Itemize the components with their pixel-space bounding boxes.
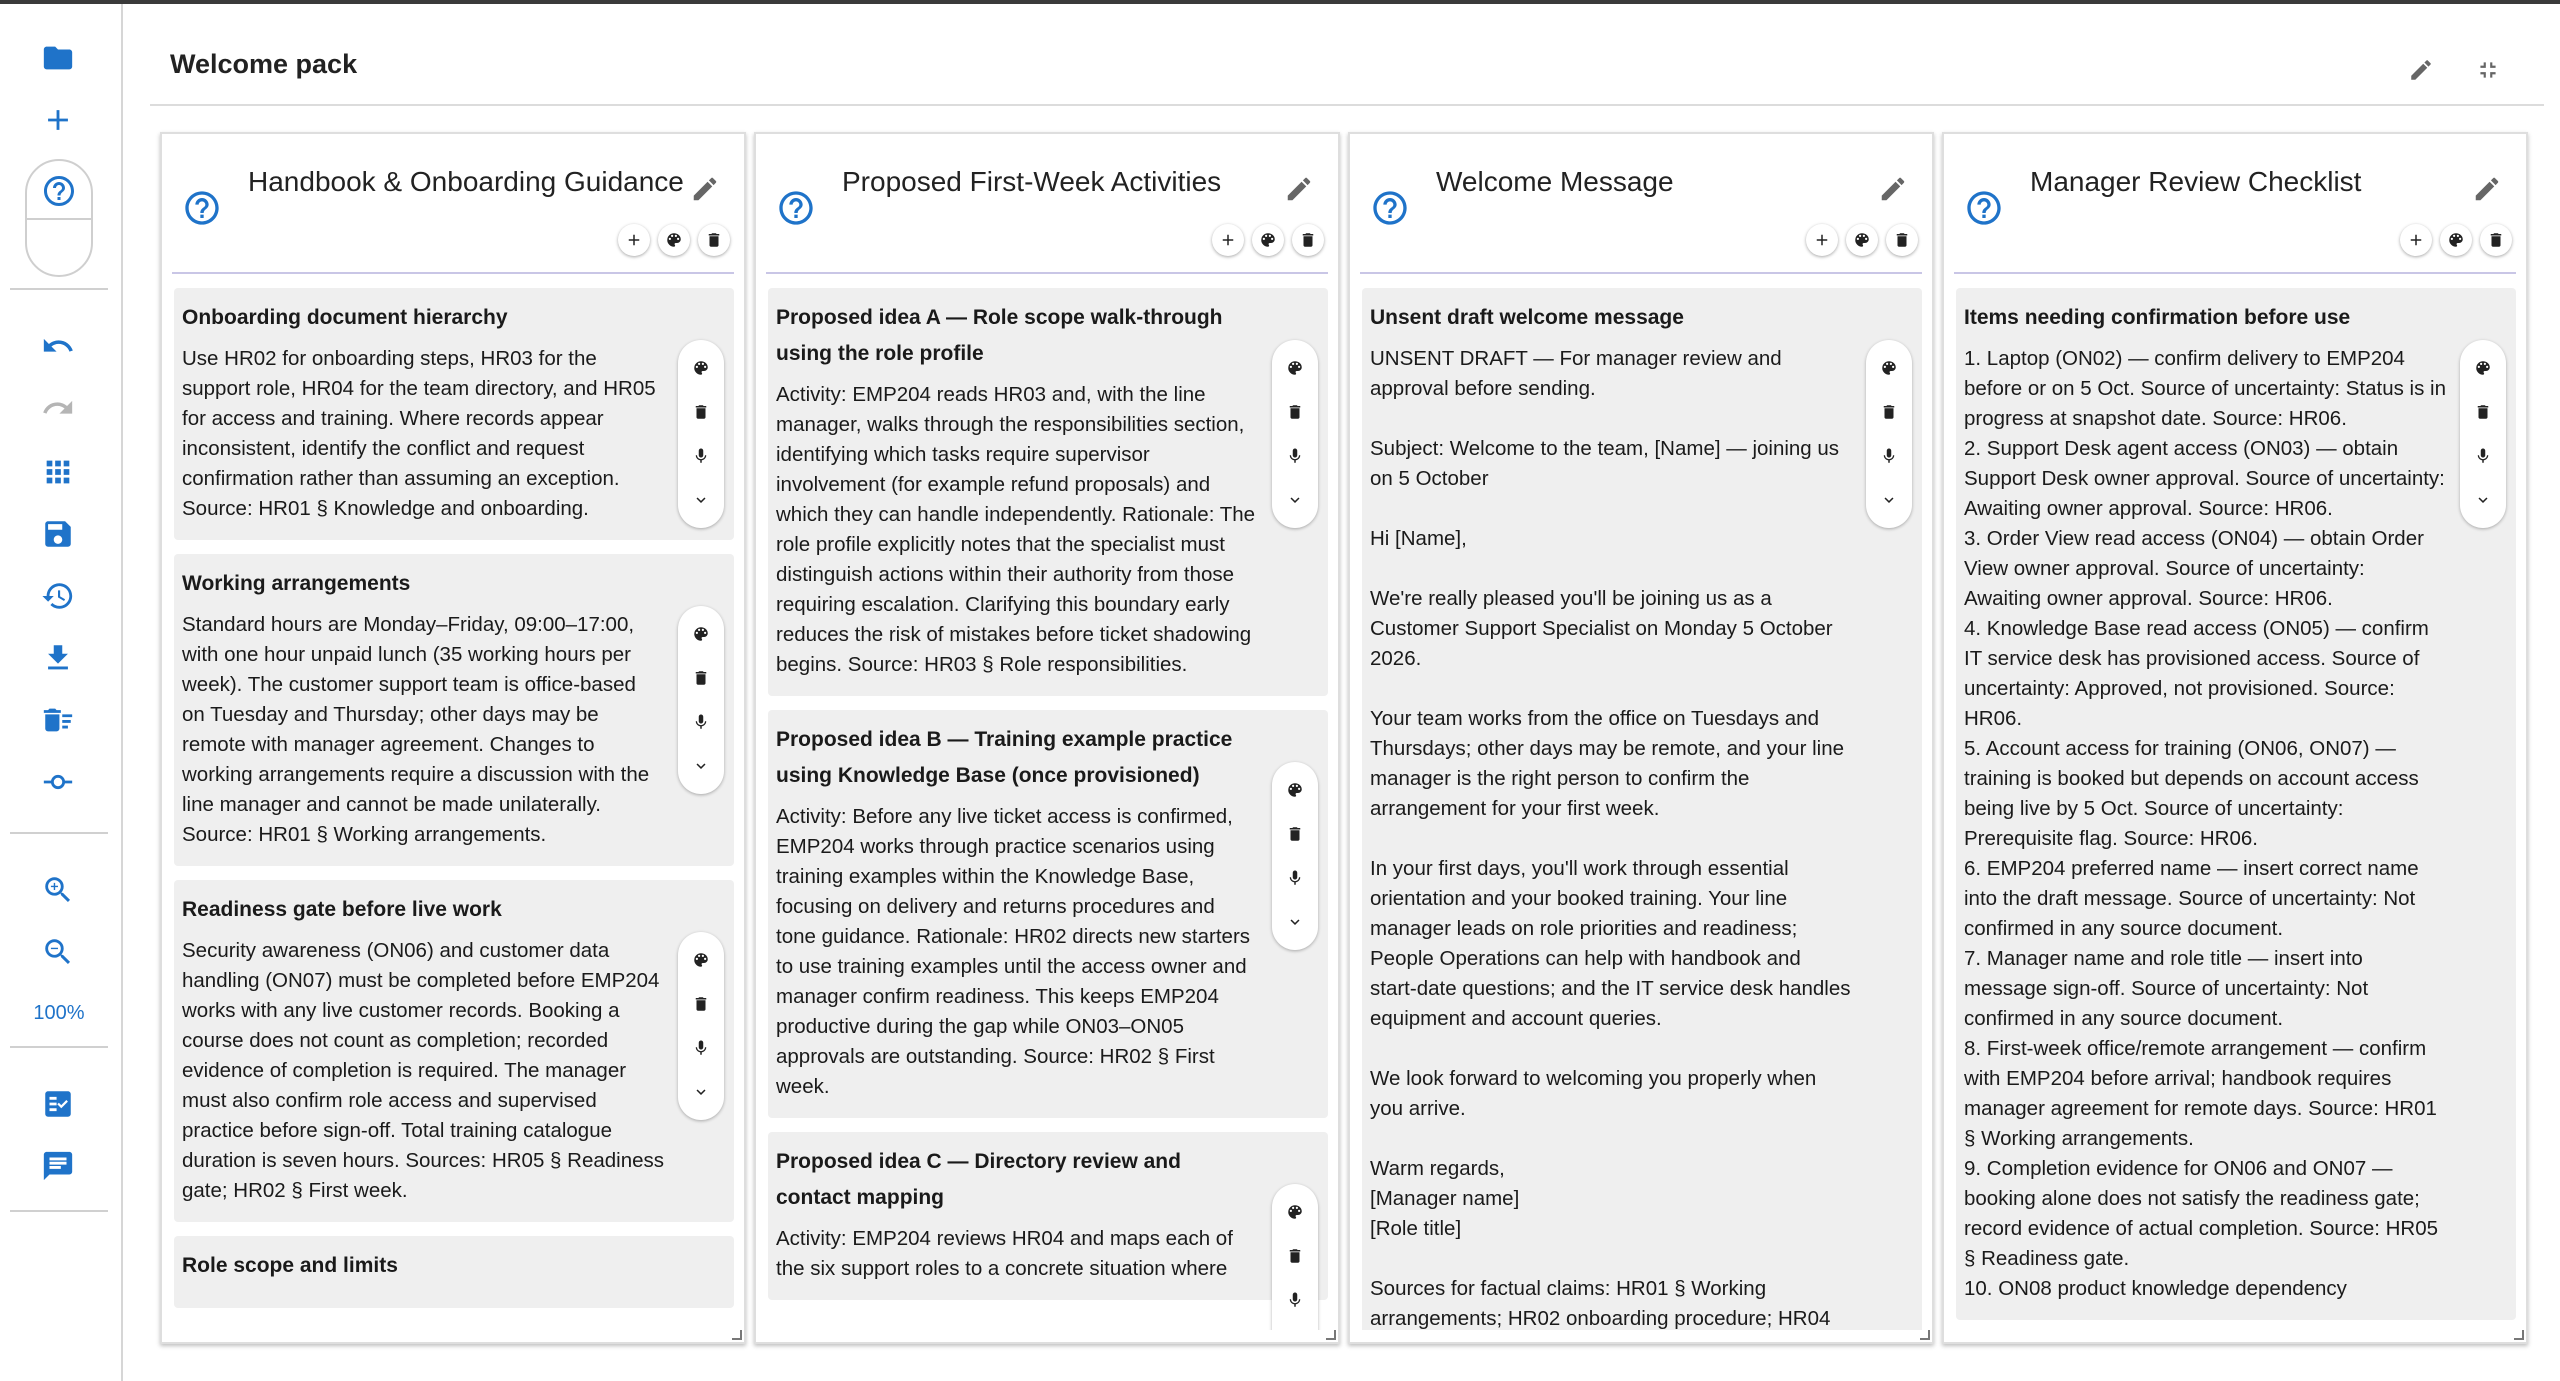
note-card[interactable] [768,710,1328,1118]
download-icon[interactable] [30,634,86,682]
panel-divider [172,272,734,274]
grid-icon[interactable] [30,448,86,496]
palette-icon[interactable] [1279,1190,1311,1234]
palette-icon[interactable] [1846,224,1878,256]
card-text: Standard hours are Monday–Friday, 09:00–17:00, with one hour unpaid lunch (35 working hours per week). The customer support team is office-based on Tuesday and Thursday; other days may be remote with manager agreement. Changes to working arrangements require a discussion with the line manager and cannot be made unilaterally. Source: HR01 § Working arrangements. [182,613,655,846]
resize-handle[interactable] [1920,1330,1930,1340]
card-title: Items needing confirmation before use [1964,306,2351,329]
palette-icon[interactable] [1279,346,1311,390]
save-icon[interactable] [30,510,86,558]
note-card[interactable] [174,554,734,866]
panel-divider [1954,272,2516,274]
help-icon[interactable] [182,188,222,228]
checklist-icon[interactable] [30,1080,86,1128]
panel-first-week [754,132,1340,1344]
mic-icon[interactable] [685,434,717,478]
palette-icon[interactable] [1873,346,1905,390]
add-card-icon[interactable] [1806,224,1838,256]
redo-icon[interactable] [30,384,86,432]
help-icon[interactable] [41,173,77,209]
resize-handle[interactable] [2514,1330,2524,1340]
edit-icon[interactable] [1284,174,1314,204]
mic-icon[interactable] [1279,1278,1311,1322]
card-text: Activity: Before any live ticket access is confirmed, EMP204 works through practice scenarios using training examples within the Knowledge Base, focusing on delivery and returns procedures and tone guidance. Rationale: HR02 directs new starters to use training examples until the access owner and manager confirm readiness. This keeps EMP204 productive during the gap while ON03–ON05 approvals are outstanding. Source: HR02 § First week. [776,805,1256,1098]
undo-icon[interactable] [30,322,86,370]
panel-title: Manager Review Checklist [2030,166,2362,197]
add-card-icon[interactable] [2400,224,2432,256]
delete-icon[interactable] [2467,390,2499,434]
card-title: Proposed idea B — Training example practice using Knowledge Base (once provisioned) [776,728,1233,787]
card-text: Use HR02 for onboarding steps, HR03 for the support role, HR04 for the team directory, and HR05 for access and training. Where records appear inconsistent, identify the conflict and request confirmation rather than assuming an exception. Source: HR01 § Knowledge and onboarding. [182,347,662,520]
panel-divider [1360,272,1922,274]
edit-icon[interactable] [690,174,720,204]
chevron-down-icon[interactable] [685,478,717,522]
delete-icon[interactable] [685,390,717,434]
panel-welcome-message [1348,132,1934,1344]
mic-icon[interactable] [1873,434,1905,478]
note-card[interactable] [174,880,734,1222]
card-toolbar [1272,1184,1318,1330]
card-toolbar [2460,340,2506,528]
note-card[interactable] [174,288,734,540]
chevron-down-icon[interactable] [685,744,717,788]
chevron-down-icon[interactable] [1279,1322,1311,1330]
edit-icon[interactable] [2472,174,2502,204]
mic-icon[interactable] [1279,856,1311,900]
resize-handle[interactable] [1326,1330,1336,1340]
help-icon[interactable] [1370,188,1410,228]
zoom-in-icon[interactable] [30,866,86,914]
sidebar [0,4,123,1381]
delete-icon[interactable] [685,982,717,1026]
delete-icon[interactable] [1279,1234,1311,1278]
mic-icon[interactable] [685,700,717,744]
delete-icon[interactable] [1279,812,1311,856]
card-text: UNSENT DRAFT — For manager review and approval before sending. Subject: Welcome to the team, [Name] — joining us on 5 October Hi [Name], We're really pleased you'll be joining us as a Customer Support Specialist on Monday 5 October 2026. Your team works from the office on Tuesdays and Thursdays; other days may be remote, and your line manager is the right person to confirm the arrangement for your first week. In your first days, you'll work through essential orientation and your booked training. Your line manager leads on role priorities and readiness; People Operations can help with handbook and start-date questions; and the IT service desk handles equipment and account queries. We look forward to welcoming you properly when you arrive. Warm regards, [Manager name] [Role title] Sources for factual claims: HR01 § Working arrangements; HR02 onboarding procedure; HR04 [1370,347,1851,1330]
palette-icon[interactable] [685,612,717,656]
card-toolbar [1272,340,1318,528]
panel-body[interactable] [1956,288,2516,1330]
card-title: Onboarding document hierarchy [182,306,508,329]
zoom-out-icon[interactable] [30,928,86,976]
resize-handle[interactable] [732,1330,742,1340]
card-title: Proposed idea C — Directory review and contact mapping [776,1150,1181,1209]
chevron-down-icon[interactable] [2467,478,2499,522]
panel-handbook [160,132,746,1344]
panel-title: Welcome Message [1436,166,1674,197]
zoom-level: 100% [33,1002,85,1024]
delete-icon[interactable] [1873,390,1905,434]
card-title: Readiness gate before live work [182,898,502,921]
card-toolbar [678,606,724,794]
card-title: Unsent draft welcome message [1370,306,1684,329]
comment-icon[interactable] [30,1142,86,1190]
palette-icon[interactable] [2440,224,2472,256]
add-card-icon[interactable] [1212,224,1244,256]
folder-icon[interactable] [30,34,86,82]
commit-icon[interactable] [30,758,86,806]
panel-divider [766,272,1328,274]
chevron-down-icon[interactable] [685,1070,717,1114]
palette-icon[interactable] [685,938,717,982]
delete-icon[interactable] [685,656,717,700]
collapse-icon[interactable] [2468,50,2508,90]
palette-icon[interactable] [2467,346,2499,390]
help-toggle[interactable] [25,159,93,277]
delete-panel-icon[interactable] [2480,224,2512,256]
sidebar-divider [10,832,108,834]
chevron-down-icon[interactable] [1279,900,1311,944]
panel-body[interactable] [1362,288,1922,1330]
card-text: Activity: EMP204 reads HR03 and, with the line manager, walks through the responsibilities section, identifying which tasks require supervisor involvement (for example refund proposals) and which they can handle independently. Rationale: The role profile explicitly notes that the specialist must distinguish actions within their authority from those requiring escalation. Clarifying this boundary early reduces the risk of mistakes before ticket shadowing begins. Source: HR03 § Role responsibilities. [776,383,1261,676]
card-toolbar [678,932,724,1120]
edit-title-icon[interactable] [2401,50,2441,90]
panel-title: Proposed First-Week Activities [842,166,1222,197]
page-title: Welcome pack [170,49,358,79]
card-toolbar [1866,340,1912,528]
card-title: Role scope and limits [182,1254,398,1277]
panel-review-checklist [1942,132,2528,1344]
card-title: Proposed idea A — Role scope walk-through using the role profile [776,306,1223,365]
card-toolbar [1272,762,1318,950]
note-card[interactable] [174,1236,734,1308]
history-icon[interactable] [30,572,86,620]
sidebar-divider [10,288,108,290]
chevron-down-icon[interactable] [1873,478,1905,522]
help-icon[interactable] [776,188,816,228]
palette-icon[interactable] [1279,768,1311,812]
header-divider [150,104,2544,106]
clear-icon[interactable] [30,696,86,744]
palette-icon[interactable] [658,224,690,256]
add-card-icon[interactable] [618,224,650,256]
card-text: 1. Laptop (ON02) — confirm delivery to EMP204 before or on 5 Oct. Source of uncertainty: Status is in progress at snapshot date. Source: HR06. 2. Support Desk agent access (ON03) — obtain Support Desk owner approval. Source of uncertainty: Awaiting owner approval. Source: HR06. 3. Order View read access (ON04) — obtain Order View owner approval. Source of uncertainty: Awaiting owner approval. Source: HR06. 4. Knowledge Base read access (ON05) — confirm IT service desk has provisioned access. Source of uncertainty: Approved, not provisioned. Source: HR06. 5. Account access for training (ON06, ON07) — training is booked but depends on account access being live by 5 Oct. Source of uncertainty: Prerequisite flag. Source: HR06. 6. EMP204 preferred name — insert correct name into the draft message. Source of uncertainty: Not confirmed in any source document. 7. Manager name and role title — insert into message sign-off. Source of uncertainty: Not confirmed in any source document. 8. First-week office/remote arrangement — confirm with EMP204 before arrival; handbook requires manager agreement for remote days. Source: HR01 § Working arrangements. 9. Completion evidence for ON06 and ON07 — booking alone does not satisfy the readiness gate; record evidence of actual completion. Source: HR05 § Readiness gate. 10. ON08 product knowledge dependency [1964,347,2447,1300]
plus-icon[interactable] [30,96,86,144]
card-text: Activity: EMP204 reviews HR04 and maps each of the six support roles to a concrete situation where [776,1227,1239,1280]
delete-panel-icon[interactable] [1292,224,1324,256]
note-card[interactable] [1362,288,1922,1330]
sidebar-divider [10,1046,108,1048]
help-icon[interactable] [1964,188,2004,228]
note-card[interactable] [768,1132,1328,1300]
card-text: Security awareness (ON06) and customer data handling (ON07) must be completed before EMP204 works with any live customer records. Booking a course does not count as completion; recorded evidence of completion is required. The manager must also confirm role access and supervised practice before sign-off. Total training catalogue duration is seven hours. Sources: HR05 § Readiness gate; HR02 § First week. [182,939,670,1202]
mic-icon[interactable] [685,1026,717,1070]
card-title: Working arrangements [182,572,411,595]
card-toolbar [678,340,724,528]
note-card[interactable] [1956,288,2516,1320]
palette-icon[interactable] [1252,224,1284,256]
panel-body[interactable] [768,288,1328,1330]
panel-title: Handbook & Onboarding Guidance [248,166,684,197]
sidebar-divider [10,1210,108,1212]
delete-icon[interactable] [1279,390,1311,434]
delete-panel-icon[interactable] [698,224,730,256]
mic-icon[interactable] [2467,434,2499,478]
chevron-down-icon[interactable] [1279,478,1311,522]
edit-icon[interactable] [1878,174,1908,204]
note-card[interactable] [768,288,1328,696]
main-area [124,4,2560,1381]
mic-icon[interactable] [1279,434,1311,478]
delete-panel-icon[interactable] [1886,224,1918,256]
palette-icon[interactable] [685,346,717,390]
panel-body[interactable] [174,288,734,1330]
